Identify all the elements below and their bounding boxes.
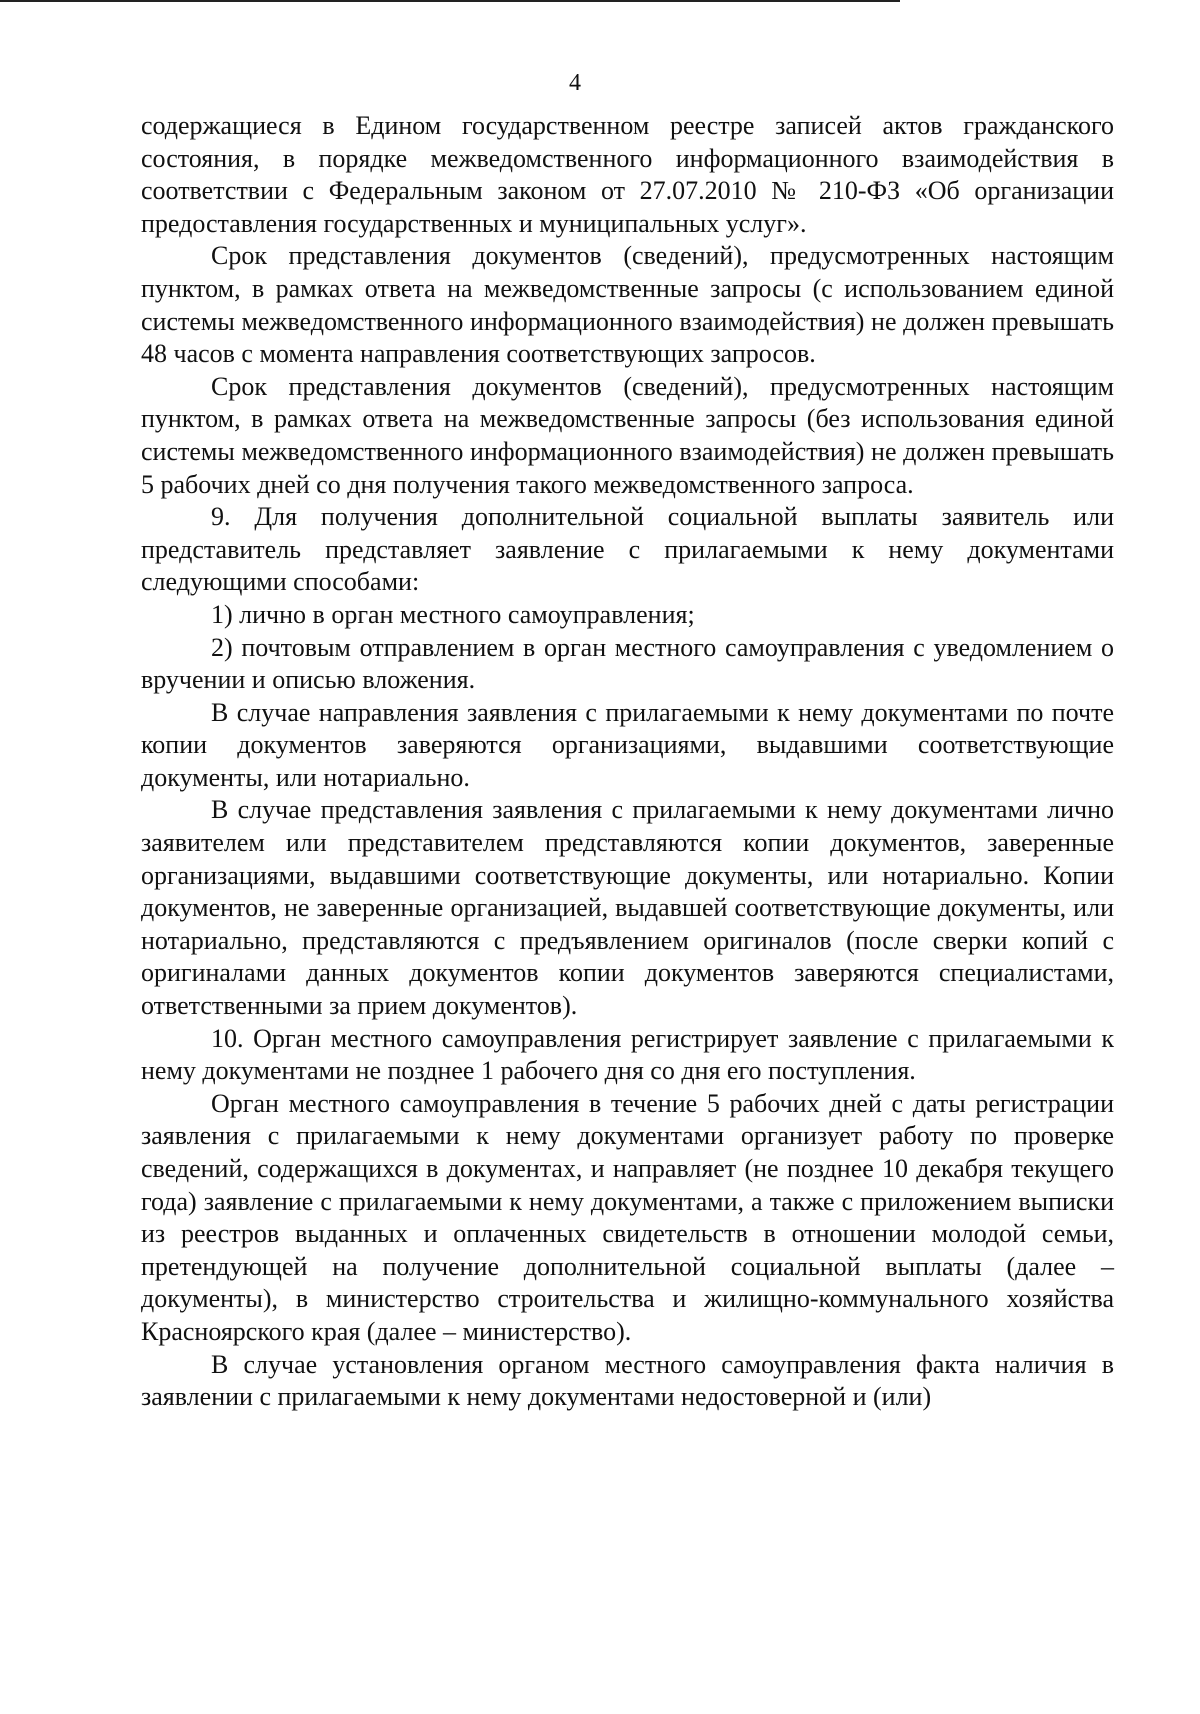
paragraph-item-10: 10. Орган местного самоуправления регистрирует заявление с прилагаемыми к нему документами не позднее 1 рабочего дня со дня его поступления. bbox=[141, 1023, 1114, 1086]
page-number: 4 bbox=[569, 70, 581, 96]
paragraph-term-without-system: Срок представления документов (сведений), предусмотренных настоящим пунктом, в рамках ответа на межведомственные запросы (без использования единой системы межведомственного информационного взаимодействия) не должен превышать 5 рабочих дней со дня получения такого межведомственного запроса. bbox=[141, 371, 1114, 499]
paragraph-item-9: 9. Для получения дополнительной социальной выплаты заявитель или представитель представляет заявление с прилагаемыми к нему документами следующими способами: bbox=[141, 502, 1114, 597]
paragraph-term-with-system: Срок представления документов (сведений), предусмотренных настоящим пунктом, в рамках ответа на межведомственные запросы (с использованием единой системы межведомственного информационного взаимодействия) не должен превышать 48 часов с момента направления соответствующих запросов. bbox=[141, 241, 1114, 369]
document-body bbox=[141, 110, 1114, 1414]
paragraph-personal-copies: В случае представления заявления с прилагаемыми к нему документами лично заявителем или представителем представляются копии документов, заверенные организациями, выдавшими соответствующие документы, или нотариально. Копии документов, не заверенные организацией, выдавшей соответствующие документы, или нотариально, представляются с предъявлением оригиналов (после сверки копий с оригиналами данных документов копии документов заверяются специалистами, ответственными за прием документов). bbox=[141, 795, 1114, 1021]
paragraph-verification: Орган местного самоуправления в течение 5 рабочих дней с даты регистрации заявления с прилагаемыми к нему документами организует работу по проверке сведений, содержащихся в документах, и направляет (не позднее 10 декабря текущего года) заявление с прилагаемыми к нему документами, а также с приложением выписки из реестров выданных и оплаченных свидетельств в отношении молодой семьи, претендующей на получение дополнительной социальной выплаты (далее – документы), в министерство строительства и жилищно-коммунального хозяйства Красноярского края (далее – министерство). bbox=[141, 1088, 1114, 1346]
paragraph-continuation: содержащиеся в Едином государственном реестре записей актов гражданского состояния, в порядке межведомственного информационного взаимодействия в соответствии с Федеральным законом от 27.07.2010 № 210-ФЗ «Об организации предоставления государственных и муниципальных услуг». bbox=[141, 111, 1114, 238]
paragraph-false-info: В случае установления органом местного самоуправления факта наличия в заявлении с прилагаемыми к нему документами недостоверной и (или) bbox=[141, 1349, 1114, 1412]
paragraph-method-2: 2) почтовым отправлением в орган местного самоуправления с уведомлением о вручении и описью вложения. bbox=[141, 632, 1114, 695]
scan-edge-line bbox=[0, 0, 900, 2]
paragraph-method-1: 1) лично в орган местного самоуправления; bbox=[211, 599, 695, 629]
paragraph-mail-copies: В случае направления заявления с прилагаемыми к нему документами по почте копии документов заверяются организациями, выдавшими соответствующие документы, или нотариально. bbox=[141, 697, 1114, 792]
